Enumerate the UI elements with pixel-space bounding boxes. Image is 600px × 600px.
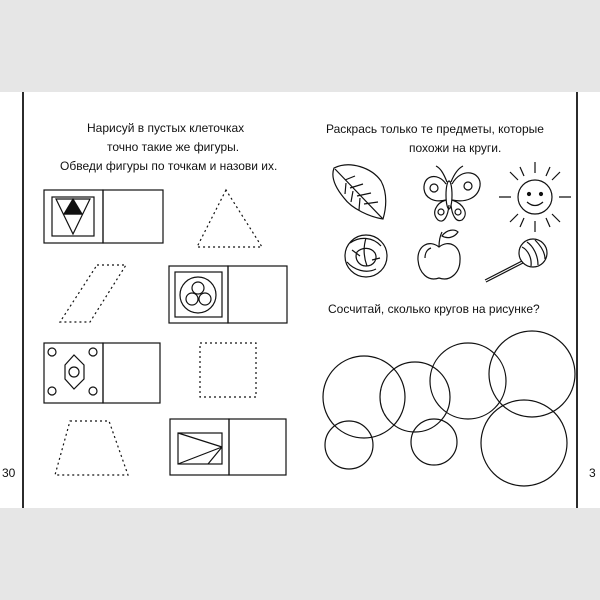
- butterfly-picture: [424, 166, 480, 221]
- circles-question: Сосчитай, сколько кругов на рисунке?: [328, 302, 540, 316]
- circle-3: [430, 343, 506, 419]
- apple-picture: [418, 230, 460, 279]
- dotted-rhombus: [60, 265, 126, 322]
- cabbage-picture: [345, 235, 387, 277]
- sun-picture: [499, 162, 571, 232]
- right-page-number: 3: [589, 466, 596, 480]
- left-instruction-line-3: Обведи фигуры по точкам и назови их.: [60, 159, 278, 173]
- dotted-shapes: [55, 190, 262, 475]
- dotted-triangle: [197, 190, 262, 247]
- right-instruction-line-2: похожи на круги.: [409, 141, 502, 155]
- circle-4: [489, 331, 575, 417]
- right-instruction-line-1: Раскрась только те предметы, которые: [326, 122, 544, 136]
- triangle-exercise-box: [44, 190, 163, 243]
- circle-5: [325, 421, 373, 469]
- hexagon-exercise-box: [44, 343, 160, 403]
- overlapping-circles: [323, 331, 575, 486]
- envelope-exercise-box: [170, 419, 286, 475]
- left-instruction-line-1: Нарисуй в пустых клеточках: [87, 121, 245, 135]
- dotted-trapezoid: [55, 421, 128, 475]
- lollipop-picture: [485, 239, 547, 282]
- circle-7: [481, 400, 567, 486]
- leaf-picture: [333, 165, 386, 219]
- left-page-number: 30: [2, 466, 16, 480]
- left-instruction-line-2: точно такие же фигуры.: [107, 140, 240, 154]
- circle-2: [380, 362, 450, 432]
- circles-exercise-box: [169, 266, 287, 323]
- dotted-square: [200, 343, 256, 397]
